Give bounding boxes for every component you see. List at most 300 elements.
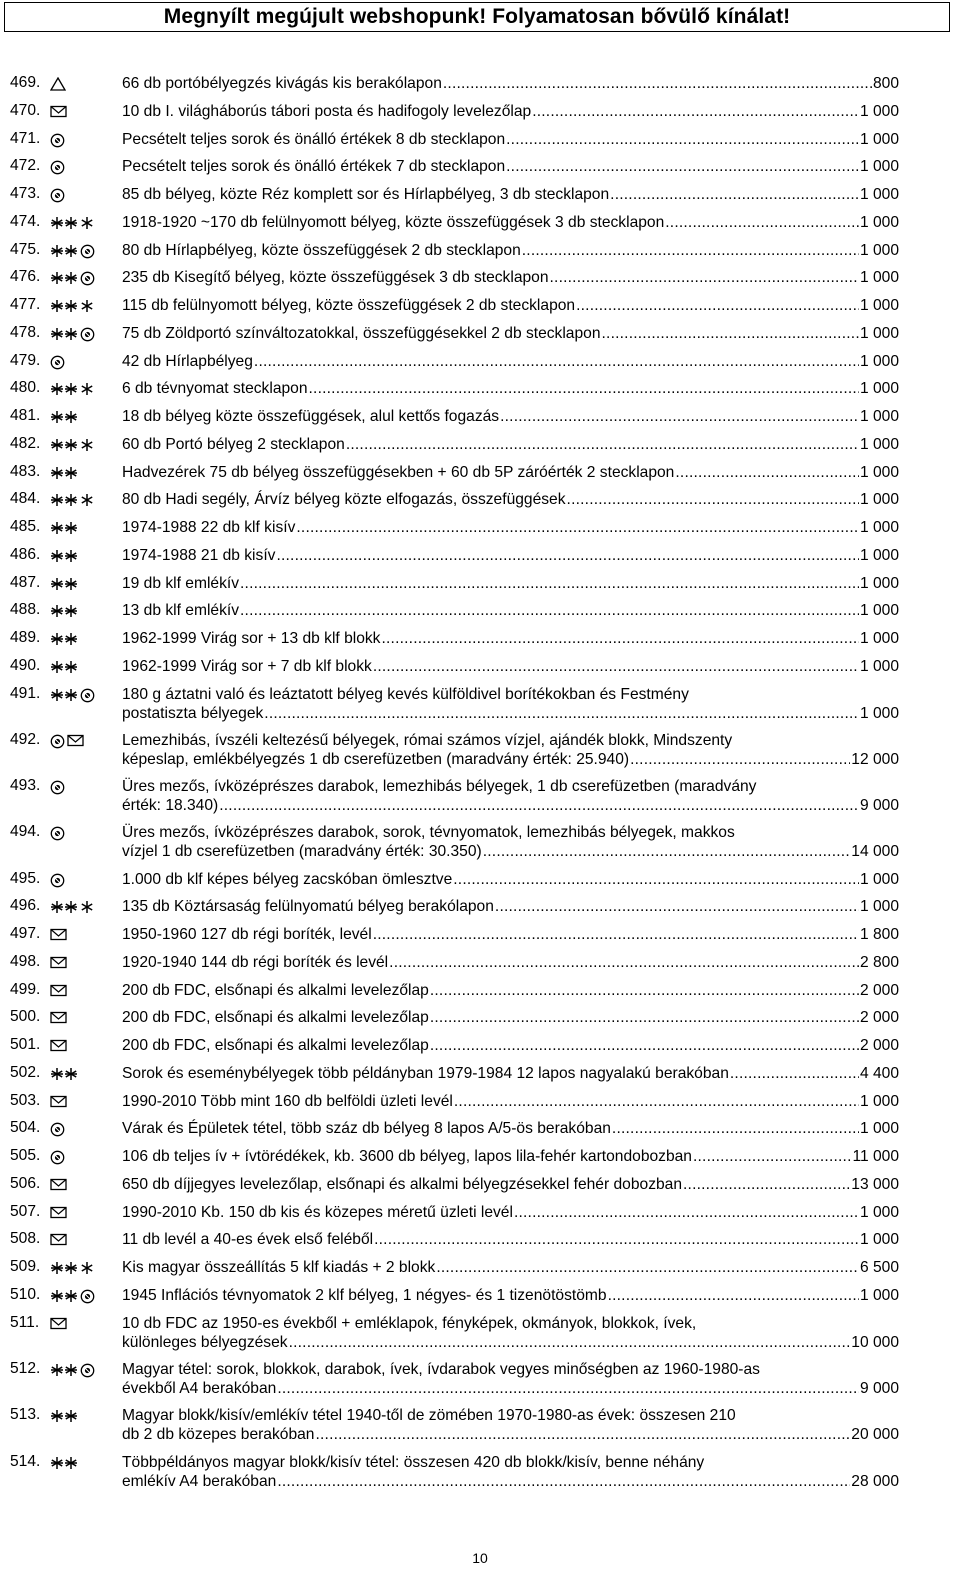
description-line: 200 db FDC, elsőnapi és alkalmi levelezőlap xyxy=(122,981,429,999)
lot-price: 6 500 xyxy=(859,1259,899,1277)
dot-leader xyxy=(346,435,859,454)
lot-number: 502. xyxy=(10,1063,41,1081)
lot-number: 481. xyxy=(10,407,41,424)
dot-leader xyxy=(610,185,859,204)
lot-number: 494. xyxy=(10,823,41,841)
dot-leader xyxy=(443,74,872,93)
lot-price: 1 000 xyxy=(859,1203,899,1221)
lot-description xyxy=(122,185,899,204)
lot-number: 496. xyxy=(10,897,41,915)
lot-description xyxy=(122,157,899,176)
condition-symbols xyxy=(50,216,94,230)
dot-leader xyxy=(506,130,859,149)
lot-number: 506. xyxy=(10,1174,41,1192)
lot-description xyxy=(122,130,899,149)
lot-description xyxy=(122,897,899,916)
star-unmounted-icon xyxy=(80,299,94,313)
postmark-circle-icon xyxy=(50,355,65,370)
star-unmounted-icon xyxy=(80,216,94,230)
lot-description xyxy=(122,1119,899,1138)
lot-description xyxy=(122,213,899,232)
postmark-circle-icon xyxy=(50,873,65,888)
lot-price: 9 000 xyxy=(859,1380,899,1397)
dot-leader xyxy=(277,1472,850,1491)
postmark-circle-icon xyxy=(50,1122,65,1137)
lot-description xyxy=(122,1064,899,1083)
condition-symbols xyxy=(50,1289,95,1304)
description-line: 1962-1999 Virág sor + 7 db klf blokk xyxy=(122,657,372,675)
dot-leader xyxy=(373,925,859,944)
dot-leader xyxy=(373,657,859,676)
description-line: 80 db Hírlapbélyeg, közte összefüggések 2 db stecklapon xyxy=(122,241,521,259)
description-line: db 2 db közepes berakóban xyxy=(122,1426,315,1444)
condition-symbols xyxy=(50,1456,78,1470)
condition-symbols xyxy=(50,780,65,795)
lot-description xyxy=(122,1286,899,1305)
condition-symbols xyxy=(50,956,67,969)
double-star-mint-icon xyxy=(50,1289,78,1304)
description-line: 200 db FDC, elsőnapi és alkalmi levelezőlap xyxy=(122,1037,429,1055)
lot-price: 1 000 xyxy=(859,704,899,722)
lot-description xyxy=(122,629,899,648)
dot-leader xyxy=(381,629,858,648)
lot-number: 495. xyxy=(10,869,41,887)
description-line: Többpéldányos magyar blokk/kisív tétel: összesen 420 db blokk/kisív, benne néhány xyxy=(122,1453,705,1471)
description-line: 235 db Kisegítő bélyeg, közte összefüggések 3 db stecklapon xyxy=(122,269,549,287)
lot-description xyxy=(122,74,899,93)
postmark-circle-icon xyxy=(80,271,95,286)
lot-price: 10 000 xyxy=(851,1333,899,1351)
lot-number: 479. xyxy=(10,351,41,369)
condition-symbols xyxy=(50,1363,95,1378)
condition-symbols xyxy=(50,1233,67,1246)
lot-description xyxy=(122,1230,899,1249)
envelope-icon xyxy=(50,1178,67,1191)
lot-price: 1 000 xyxy=(859,630,899,647)
lot-description xyxy=(122,546,899,565)
description-line: 180 g áztatni való és leáztatott bélyeg kevés külföldivel borítékokban és Festmény xyxy=(122,685,689,703)
lot-price: 1 000 xyxy=(859,1120,899,1138)
dot-leader xyxy=(506,157,859,176)
description-line: 66 db portóbélyegzés kivágás kis berakólapon xyxy=(122,75,442,92)
lot-number: 476. xyxy=(10,268,41,286)
dot-leader xyxy=(514,1203,859,1222)
envelope-icon xyxy=(67,734,84,749)
lot-number: 482. xyxy=(10,434,41,452)
description-line: 115 db felülnyomott bélyeg, közte összefüggések 2 db stecklapon xyxy=(122,297,576,314)
dot-leader xyxy=(254,352,859,371)
description-line: 1990-2010 Több mint 160 db belföldi üzleti levél xyxy=(122,1092,453,1110)
lot-number: 488. xyxy=(10,601,41,619)
lot-price: 1 000 xyxy=(859,324,899,342)
double-star-mint-icon xyxy=(50,521,78,535)
lot-price: 1 000 xyxy=(859,519,899,536)
dot-leader xyxy=(730,1064,859,1083)
dot-leader xyxy=(483,842,851,861)
envelope-icon xyxy=(50,1233,67,1246)
dot-leader xyxy=(683,1175,850,1194)
dot-leader xyxy=(240,601,859,620)
lot-number: 493. xyxy=(10,777,41,795)
double-star-mint-icon xyxy=(50,549,78,563)
description-line: 18 db bélyeg közte összefüggések, alul kettős fogazás xyxy=(122,408,500,425)
lot-price: 14 000 xyxy=(851,843,899,861)
postmark-circle-icon xyxy=(80,244,95,259)
condition-symbols xyxy=(50,244,95,259)
envelope-icon xyxy=(50,984,67,997)
lot-description xyxy=(122,379,899,398)
condition-symbols xyxy=(50,188,65,203)
double-star-mint-icon xyxy=(50,577,78,591)
lot-price: 1 000 xyxy=(859,241,899,259)
condition-symbols xyxy=(50,984,67,997)
lot-price: 1 000 xyxy=(859,463,899,481)
condition-symbols xyxy=(50,577,78,591)
description-line: 80 db Hadi segély, Árvíz bélyeg közte elfogazás, összefüggések xyxy=(122,491,566,509)
dot-leader xyxy=(550,268,859,287)
double-star-mint-icon xyxy=(50,216,78,230)
lot-price: 2 000 xyxy=(859,1037,899,1055)
lot-description xyxy=(122,685,899,723)
lot-number: 501. xyxy=(10,1036,41,1054)
lot-price: 1 000 xyxy=(859,870,899,888)
lot-description xyxy=(122,777,899,815)
dot-leader xyxy=(522,241,859,260)
description-line: 42 db Hírlapbélyeg xyxy=(122,352,253,370)
lot-number: 511. xyxy=(10,1313,40,1331)
double-star-mint-icon xyxy=(50,1409,78,1423)
description-line: különleges bélyegzések xyxy=(122,1333,288,1351)
condition-symbols xyxy=(50,900,94,914)
lot-number: 478. xyxy=(10,323,41,341)
description-line: Lemezhibás, ívszéli keltezésű bélyegek, római számos vízjel, ajándék blokk, Mindszenty xyxy=(122,731,733,749)
lot-description xyxy=(122,490,899,509)
dot-leader xyxy=(567,490,859,509)
description-line: 650 db díjjegyes levelezőlap, elsőnapi és alkalmi bélyegzésekkel fehér dobozban xyxy=(122,1175,683,1193)
dot-leader xyxy=(315,1425,850,1444)
condition-symbols xyxy=(50,1317,67,1330)
description-line: 1945 Inflációs tévnyomatok 2 klf bélyeg, 1 négyes- és 1 tizenötöstömb xyxy=(122,1286,607,1304)
dot-leader xyxy=(630,750,850,769)
double-star-mint-icon xyxy=(50,466,78,480)
description-line: 1962-1999 Virág sor + 13 db klf blokk xyxy=(122,630,381,647)
condition-symbols xyxy=(50,660,78,674)
dot-leader xyxy=(289,1333,851,1352)
lot-price: 12 000 xyxy=(851,750,899,768)
lot-number: 514. xyxy=(10,1452,41,1470)
description-line: Üres mezős, ívközéprészes darabok, sorok, tévnyomatok, lemezhibás bélyegek, makkos xyxy=(122,824,735,842)
lot-number: 499. xyxy=(10,980,41,998)
lot-number: 500. xyxy=(10,1008,41,1026)
lot-price: 1 000 xyxy=(859,102,899,120)
envelope-icon xyxy=(50,105,67,118)
lot-price: 4 400 xyxy=(859,1064,899,1082)
condition-symbols xyxy=(50,1206,67,1219)
description-line: emlékív A4 berakóban xyxy=(122,1472,277,1490)
lot-price: 20 000 xyxy=(851,1426,899,1444)
lot-description xyxy=(122,407,899,426)
description-line: 1.000 db klf képes bélyeg zacskóban ömlesztve xyxy=(122,870,453,888)
star-unmounted-icon xyxy=(80,493,94,507)
lot-price: 800 xyxy=(872,75,899,92)
double-star-mint-icon xyxy=(50,438,78,452)
lot-number: 497. xyxy=(10,925,41,943)
lot-number: 477. xyxy=(10,296,41,313)
lot-number: 504. xyxy=(10,1119,41,1137)
description-line: Üres mezős, ívközéprészes darabok, lemezhibás bélyegek, 1 db cserefüzetben (maradvány xyxy=(122,778,757,796)
description-line: érték: 18.340) xyxy=(122,797,219,815)
description-line: 1950-1960 127 db régi boríték, levél xyxy=(122,926,372,944)
description-line: 10 db FDC az 1950-es évekből + emléklapok, fényképek, okmányok, blokkok, ívek, xyxy=(122,1314,697,1332)
envelope-icon xyxy=(50,1206,67,1219)
lot-price: 2 000 xyxy=(859,981,899,999)
description-line: képeslap, emlékbélyegzés 1 db cserefüzetben (maradvány érték: 25.940) xyxy=(122,750,630,768)
dot-leader xyxy=(608,1286,859,1305)
lot-number: 491. xyxy=(10,684,41,702)
condition-symbols xyxy=(50,271,95,286)
description-line: 13 db klf emlékív xyxy=(122,602,240,620)
lot-price: 1 000 xyxy=(859,352,899,370)
lot-number: 480. xyxy=(10,379,41,397)
description-line: 10 db I. világháborús tábori posta és hadifogoly levelezőlap xyxy=(122,102,532,120)
dot-leader xyxy=(436,1258,859,1277)
dot-leader xyxy=(495,897,859,916)
lot-price: 13 000 xyxy=(851,1175,899,1193)
description-line: 200 db FDC, elsőnapi és alkalmi levelezőlap xyxy=(122,1009,429,1027)
description-line: 1974-1988 21 db kisív xyxy=(122,546,276,564)
dot-leader xyxy=(264,704,859,723)
description-line: 11 db levél a 40-es évek első feléből xyxy=(122,1231,374,1249)
dot-leader xyxy=(602,324,859,343)
lot-number: 513. xyxy=(10,1406,41,1424)
lot-description xyxy=(122,1360,899,1398)
lot-description xyxy=(122,1147,899,1166)
condition-symbols xyxy=(50,327,95,342)
double-star-mint-icon xyxy=(50,493,78,507)
condition-symbols xyxy=(50,632,78,646)
dot-leader xyxy=(277,1379,859,1398)
description-line: 75 db Zöldportó színváltozatokkal, összefüggésekkel 2 db stecklapon xyxy=(122,324,601,342)
condition-symbols xyxy=(50,928,67,941)
description-line: 85 db bélyeg, közte Réz komplett sor és Hírlapbélyeg, 3 db stecklapon xyxy=(122,186,610,203)
triangle-cut-icon xyxy=(50,77,66,91)
lot-number: 507. xyxy=(10,1202,41,1220)
star-unmounted-icon xyxy=(80,900,94,914)
condition-symbols xyxy=(50,355,65,370)
description-line: 1990-2010 Kb. 150 db kis és közepes méretű üzleti levél xyxy=(122,1203,513,1221)
condition-symbols xyxy=(50,549,78,563)
lot-description xyxy=(122,574,899,593)
lot-number: 498. xyxy=(10,952,41,970)
double-star-mint-icon xyxy=(50,1067,78,1081)
double-star-mint-icon xyxy=(50,660,78,674)
condition-symbols xyxy=(50,1039,67,1052)
lot-price: 1 000 xyxy=(859,602,899,620)
postmark-circle-icon xyxy=(50,734,65,749)
description-line: 106 db teljes ív + ívtörédékek, kb. 3600 db bélyeg, lapos lila-fehér kartondobozban xyxy=(122,1148,692,1166)
description-line: Magyar tétel: sorok, blokkok, darabok, ívek, ívdarabok vegyes minőségben az 1960-1980-as xyxy=(122,1361,760,1378)
condition-symbols xyxy=(50,826,65,841)
double-star-mint-icon xyxy=(50,382,78,396)
lot-number: 486. xyxy=(10,545,41,563)
condition-symbols xyxy=(50,299,94,313)
dot-leader xyxy=(454,1092,859,1111)
condition-symbols xyxy=(50,1409,78,1423)
condition-symbols xyxy=(50,604,78,618)
dot-leader xyxy=(430,1036,859,1055)
lot-price: 1 000 xyxy=(859,213,899,231)
lot-description xyxy=(122,1008,899,1027)
lot-price: 1 000 xyxy=(859,574,899,592)
lot-description xyxy=(122,1453,899,1491)
lot-number: 469. xyxy=(10,74,41,91)
lot-price: 1 000 xyxy=(859,1092,899,1110)
condition-symbols xyxy=(50,688,95,703)
dot-leader xyxy=(240,574,859,593)
condition-symbols xyxy=(50,438,94,452)
lot-price: 2 800 xyxy=(859,953,899,971)
postmark-circle-icon xyxy=(80,1289,95,1304)
lot-number: 505. xyxy=(10,1147,41,1165)
lot-description xyxy=(122,268,899,287)
page-title: Megnyílt megújult webshopunk! Folyamatosan bővülő kínálat! xyxy=(163,5,791,28)
condition-symbols xyxy=(50,873,65,888)
postmark-circle-icon xyxy=(50,160,65,175)
dot-leader xyxy=(389,953,859,972)
header-banner xyxy=(4,2,950,32)
condition-symbols xyxy=(50,521,78,535)
description-line: Pecsételt teljes sorok és önálló értékek 8 db stecklapon xyxy=(122,130,506,148)
star-unmounted-icon xyxy=(80,1261,94,1275)
lot-price: 1 000 xyxy=(859,435,899,453)
envelope-icon xyxy=(50,928,67,941)
description-line: Magyar blokk/kisív/emlékív tétel 1940-től de zömében 1970-1980-as évek: összesen 210 xyxy=(122,1407,736,1425)
condition-symbols xyxy=(50,1067,78,1081)
double-star-mint-icon xyxy=(50,632,78,646)
double-star-mint-icon xyxy=(50,604,78,618)
lot-price: 1 000 xyxy=(859,130,899,148)
lot-price: 1 800 xyxy=(859,926,899,944)
lot-price: 28 000 xyxy=(851,1472,899,1490)
envelope-icon xyxy=(50,1317,67,1330)
condition-symbols xyxy=(50,77,66,91)
lot-price: 1 000 xyxy=(859,898,899,916)
lot-description xyxy=(122,1036,899,1055)
double-star-mint-icon xyxy=(50,271,78,286)
lot-number: 475. xyxy=(10,240,41,258)
lot-description xyxy=(122,1203,899,1222)
lot-number: 484. xyxy=(10,490,41,508)
double-star-mint-icon xyxy=(50,410,78,424)
lot-description xyxy=(122,823,899,861)
lot-number: 471. xyxy=(10,129,41,147)
postmark-circle-icon xyxy=(80,327,95,342)
lot-number: 509. xyxy=(10,1258,41,1276)
double-star-mint-icon xyxy=(50,244,78,259)
lot-description xyxy=(122,296,899,315)
dot-leader xyxy=(612,1119,859,1138)
lot-price: 1 000 xyxy=(859,186,899,203)
lot-number: 510. xyxy=(10,1285,41,1303)
envelope-icon xyxy=(50,1011,67,1024)
lot-number: 483. xyxy=(10,462,41,480)
lot-price: 11 000 xyxy=(852,1148,899,1166)
description-line: Kis magyar összeállítás 5 klf kiadás + 2 blokk xyxy=(122,1259,436,1277)
lot-description xyxy=(122,1092,899,1111)
lot-price: 1 000 xyxy=(859,408,899,425)
condition-symbols xyxy=(50,160,65,175)
double-star-mint-icon xyxy=(50,299,78,313)
dot-leader xyxy=(309,379,859,398)
dot-leader xyxy=(430,981,859,1000)
lot-price: 1 000 xyxy=(859,297,899,314)
condition-symbols xyxy=(50,382,94,396)
postmark-circle-icon xyxy=(50,133,65,148)
dot-leader xyxy=(675,463,859,482)
lot-price: 1 000 xyxy=(859,158,899,176)
description-line: vízjel 1 db cserefüzetben (maradvány érték: 30.350) xyxy=(122,843,482,861)
lot-number: 489. xyxy=(10,629,41,646)
double-star-mint-icon xyxy=(50,327,78,342)
page-number: 10 xyxy=(472,1550,488,1566)
lot-description xyxy=(122,324,899,343)
description-line: Sorok és eseménybélyegek több példányban 1979-1984 12 lapos nagyalakú berakóban xyxy=(122,1064,729,1082)
dot-leader xyxy=(576,296,859,315)
lot-number: 490. xyxy=(10,656,41,674)
lot-description xyxy=(122,102,899,121)
lot-number: 485. xyxy=(10,518,41,535)
lot-price: 9 000 xyxy=(859,797,899,815)
star-unmounted-icon xyxy=(80,382,94,396)
description-line: évekből A4 berakóban xyxy=(122,1380,277,1397)
lot-number: 473. xyxy=(10,185,41,202)
postmark-circle-icon xyxy=(50,826,65,841)
description-line: Várak és Épületek tétel, több száz db bélyeg 8 lapos A/5-ös berakóban xyxy=(122,1120,611,1138)
description-line: 135 db Köztársaság felülnyomatú bélyeg berakólapon xyxy=(122,898,494,916)
lot-description xyxy=(122,657,899,676)
condition-symbols xyxy=(50,1261,94,1275)
lot-description xyxy=(122,981,899,1000)
lot-description xyxy=(122,870,899,889)
lot-description xyxy=(122,1406,899,1444)
description-line: 6 db tévnyomat stecklapon xyxy=(122,380,308,398)
description-line: 19 db klf emlékív xyxy=(122,574,240,592)
lot-description xyxy=(122,241,899,260)
double-star-mint-icon xyxy=(50,688,78,703)
postmark-circle-icon xyxy=(80,1363,95,1378)
lot-number: 472. xyxy=(10,157,41,175)
condition-symbols xyxy=(50,1011,67,1024)
lot-description xyxy=(122,463,899,482)
dot-leader xyxy=(453,870,859,889)
lot-description xyxy=(122,1314,899,1352)
dot-leader xyxy=(219,796,859,815)
lot-price: 1 000 xyxy=(859,1231,899,1249)
envelope-icon xyxy=(50,1039,67,1052)
postmark-circle-icon xyxy=(80,688,95,703)
dot-leader xyxy=(693,1147,851,1166)
lot-number: 508. xyxy=(10,1230,41,1248)
lot-description xyxy=(122,731,899,769)
lot-number: 487. xyxy=(10,573,41,591)
lot-number: 470. xyxy=(10,101,41,119)
postmark-circle-icon xyxy=(50,188,65,203)
lot-price: 1 000 xyxy=(859,1286,899,1304)
lot-description xyxy=(122,518,899,537)
condition-symbols xyxy=(50,1178,67,1191)
condition-symbols xyxy=(50,493,94,507)
lot-number: 512. xyxy=(10,1360,41,1377)
